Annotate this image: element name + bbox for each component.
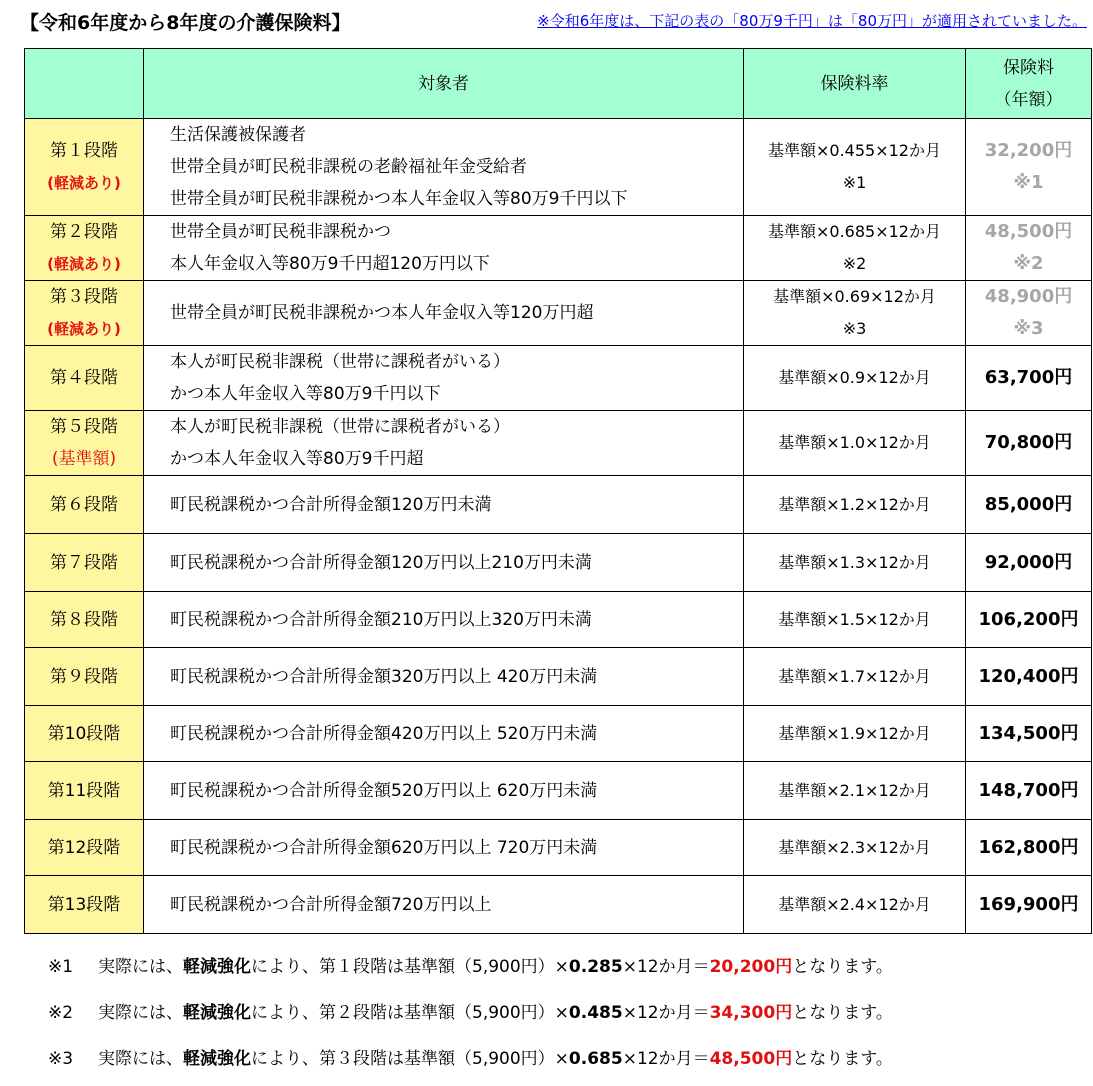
stage-cell [25,592,144,648]
table-row [25,476,1092,534]
header-target: 対象者 [144,49,744,119]
target-line: 町民税課税かつ合計所得金額620万円以上 720万円未満 [170,837,598,858]
fee-cell [966,281,1092,346]
table-row [25,876,1092,934]
fee-value: 48,900円 [984,286,1073,307]
stage-label: 第11段階 [47,780,121,801]
rate-value: 基準額×1.2×12か月 [778,494,931,514]
table-row [25,706,1092,762]
target-line: 町民税課税かつ合計所得金額320万円以上 420万円未満 [170,666,598,687]
target-line: 町民税課税かつ合計所得金額120万円以上210万円未満 [170,552,592,573]
stage-cell [25,411,144,476]
stage-cell [25,346,144,411]
stage-label: 第８段階 [50,609,118,630]
stage-cell [25,876,144,934]
stage-label: 第12段階 [47,837,121,858]
rate-cell [744,476,966,534]
stage-cell [25,648,144,706]
fee-note: ※2 [1013,253,1044,274]
target-cell [144,534,744,592]
premium-table [24,48,1092,934]
stage-cell [25,820,144,876]
rate-cell [744,820,966,876]
footnote-text: となります。 [792,1049,893,1069]
target-cell [144,876,744,934]
footnote-item [48,994,893,1040]
stage-cell [25,216,144,281]
target-cell [144,411,744,476]
rate-value: 基準額×1.5×12か月 [778,609,931,629]
header-row [25,49,1092,119]
stage-cell [25,706,144,762]
footnote-bold: 軽減強化 [183,1049,251,1069]
target-line: 世帯全員が町民税非課税かつ本人年金収入等120万円超 [170,303,594,323]
rate-cell [744,411,966,476]
fee-value: 162,800円 [978,836,1079,858]
footnote-item [48,948,893,994]
table-row [25,346,1092,411]
rate-cell [744,592,966,648]
footnote-text: 実際には、 [98,1003,183,1023]
rate-cell [744,119,966,216]
target-cell [144,648,744,706]
header-fee-line2: （年額） [994,89,1063,110]
fee-cell [966,346,1092,411]
fee-value: 92,000円 [984,551,1073,573]
rate-cell [744,648,966,706]
target-cell [144,706,744,762]
fee-value: 32,200円 [984,140,1073,161]
rate-value: 基準額×2.1×12か月 [778,780,931,800]
footnote-bold: 軽減強化 [183,957,251,977]
target-line: かつ本人年金収入等80万9千円超 [170,449,424,469]
rate-value: 基準額×0.69×12か月 [773,287,936,306]
rate-cell [744,216,966,281]
rate-value: 基準額×2.3×12か月 [778,837,931,857]
table-row [25,411,1092,476]
footnote-text: により、第３段階は基準額（5,900円）× [251,1049,569,1069]
stage-cell [25,281,144,346]
rate-value: 基準額×2.4×12か月 [778,894,931,914]
target-cell [144,119,744,216]
target-cell [144,281,744,346]
stage-cell [25,762,144,820]
table-row [25,820,1092,876]
stage-label: 第13段階 [47,894,121,915]
footnote-text: となります。 [792,957,893,977]
target-line: 世帯全員が町民税非課税の老齢福祉年金受給者 [170,157,527,177]
stage-cell [25,534,144,592]
target-line: 町民税課税かつ合計所得金額120万円未満 [170,494,492,515]
fee-cell [966,411,1092,476]
table-row [25,762,1092,820]
target-cell [144,820,744,876]
footnote-amount: 20,200円 [709,957,793,977]
fee-value: 106,200円 [978,608,1079,630]
fee-cell [966,592,1092,648]
target-cell [144,592,744,648]
table-row [25,592,1092,648]
fee-note: ※3 [1013,318,1044,339]
rate-value: 基準額×0.455×12か月 [768,141,941,160]
fee-value: 85,000円 [984,493,1073,515]
rate-cell [744,876,966,934]
fee-value: 148,700円 [978,779,1079,801]
footnote-text: により、第２段階は基準額（5,900円）× [251,1003,569,1023]
fee-value: 120,400円 [978,665,1079,687]
table-row [25,648,1092,706]
rate-value: 基準額×0.9×12か月 [778,368,931,387]
fee-value: 70,800円 [984,432,1073,453]
stage-label: 第３段階 [50,287,118,307]
footnote-mark: ※2 [48,1003,74,1023]
stage-cell [25,119,144,216]
stage-sub-label: (基準額) [51,449,117,469]
stage-sub-label: (軽減あり) [47,320,121,338]
footnote-mark: ※3 [48,1049,74,1069]
footnote-text: 実際には、 [98,957,183,977]
target-line: 町民税課税かつ合計所得金額720万円以上 [170,894,492,915]
footnote-multiplier: 0.685 [568,1049,623,1069]
header-fee-line1: 保険料 [1003,57,1054,78]
fee-cell [966,119,1092,216]
fee-cell [966,534,1092,592]
fy6-notice-link[interactable]: ※令和6年度は、下記の表の「80万9千円」は「80万円」が適用されていました。 [537,12,1087,30]
target-line: 本人年金収入等80万9千円超120万円以下 [170,254,490,274]
premium-table-body [25,49,1092,934]
fee-cell [966,876,1092,934]
header-stage [25,49,144,119]
target-cell [144,762,744,820]
footnote-text: ×12か月＝ [622,1003,710,1023]
rate-value: 基準額×1.3×12か月 [778,552,931,572]
footnote-text: ×12か月＝ [622,1049,710,1069]
target-line: 町民税課税かつ合計所得金額210万円以上320万円未満 [170,609,592,630]
rate-cell [744,534,966,592]
target-line: 世帯全員が町民税非課税かつ本人年金収入等80万9千円以下 [170,189,628,209]
fee-value: 48,500円 [984,221,1073,242]
rate-note: ※2 [842,254,867,273]
table-row [25,216,1092,281]
rate-cell [744,281,966,346]
fee-cell [966,820,1092,876]
table-row [25,119,1092,216]
rate-note: ※3 [842,319,867,338]
footnote-text: となります。 [792,1003,893,1023]
stage-label: 第２段階 [50,222,118,242]
stage-label: 第10段階 [47,723,121,744]
target-line: かつ本人年金収入等80万9千円以下 [170,384,441,404]
stage-sub-label: (軽減あり) [47,174,121,192]
target-line: 生活保護被保護者 [170,125,306,145]
fee-cell [966,648,1092,706]
rate-cell [744,762,966,820]
stage-sub-label: (軽減あり) [47,255,121,273]
target-line: 世帯全員が町民税非課税かつ [170,222,391,242]
target-line: 本人が町民税非課税（世帯に課税者がいる） [170,417,510,437]
fee-cell [966,476,1092,534]
target-cell [144,216,744,281]
table-row [25,281,1092,346]
footnote-amount: 48,500円 [709,1049,793,1069]
rate-cell [744,706,966,762]
footnote-text: により、第１段階は基準額（5,900円）× [251,957,569,977]
rate-value: 基準額×1.0×12か月 [778,433,931,452]
stage-label: 第９段階 [50,666,118,687]
fee-value: 134,500円 [978,722,1079,744]
fee-cell [966,216,1092,281]
stage-label: 第５段階 [50,417,118,437]
fee-value: 169,900円 [978,893,1079,915]
stage-cell [25,476,144,534]
header-rate: 保険料率 [744,49,966,119]
fee-value: 63,700円 [984,367,1073,388]
footnote-bold: 軽減強化 [183,1003,251,1023]
footnote-item [48,1040,893,1086]
footnote-mark: ※1 [48,957,74,977]
stage-label: 第４段階 [50,368,118,388]
footnote-text: 実際には、 [98,1049,183,1069]
target-line: 町民税課税かつ合計所得金額520万円以上 620万円未満 [170,780,598,801]
target-cell [144,476,744,534]
stage-label: 第１段階 [50,141,118,161]
fee-cell [966,706,1092,762]
rate-value: 基準額×0.685×12か月 [768,222,941,241]
fee-cell [966,762,1092,820]
target-line: 町民税課税かつ合計所得金額420万円以上 520万円未満 [170,723,598,744]
rate-cell [744,346,966,411]
fee-note: ※1 [1013,172,1044,193]
header-fee [966,49,1092,119]
footnote-amount: 34,300円 [709,1003,793,1023]
rate-value: 基準額×1.7×12か月 [778,666,931,686]
footnote-multiplier: 0.285 [568,957,623,977]
target-cell [144,346,744,411]
rate-note: ※1 [842,173,867,192]
footnote-multiplier: 0.485 [568,1003,623,1023]
table-row [25,534,1092,592]
rate-value: 基準額×1.9×12か月 [778,723,931,743]
stage-label: 第６段階 [50,494,118,515]
stage-label: 第７段階 [50,552,118,573]
footnote-text: ×12か月＝ [622,957,710,977]
target-line: 本人が町民税非課税（世帯に課税者がいる） [170,352,510,372]
footnotes [48,948,893,1086]
page-title: 【令和6年度から8年度の介護保険料】 [20,12,351,34]
